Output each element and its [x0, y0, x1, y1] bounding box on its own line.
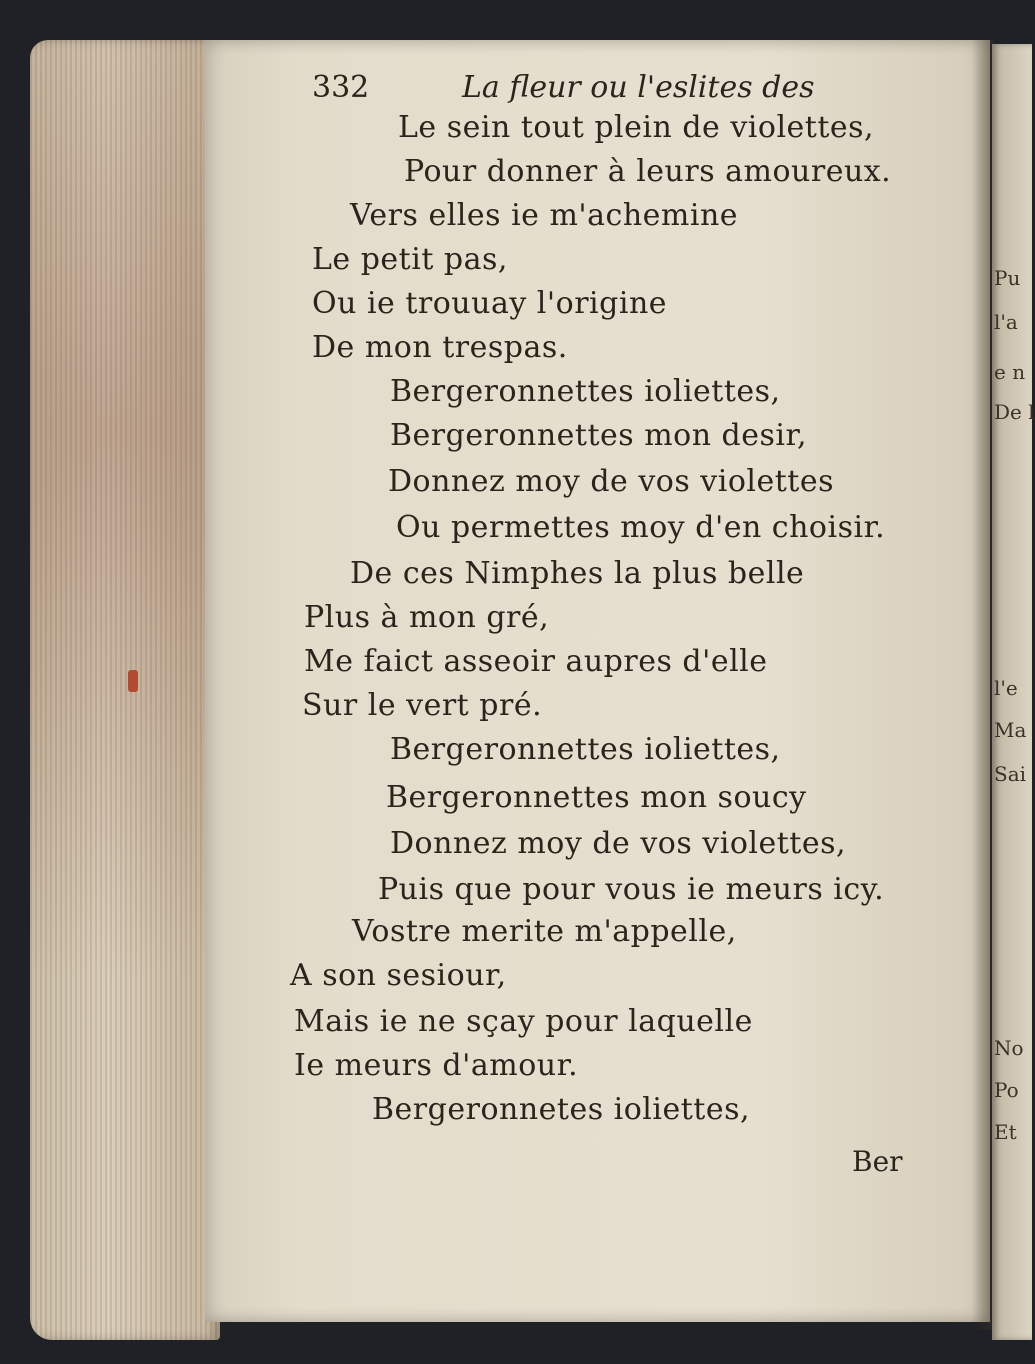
catchword: Ber: [852, 1145, 903, 1178]
verse-line: Pour donner à leurs amoureux.: [404, 154, 892, 189]
next-page-fragment: Sai: [994, 762, 1027, 786]
verse-line: Sur le vert pré.: [302, 688, 543, 723]
next-page-fragment: Ma: [994, 718, 1027, 742]
next-page-fragment: Po: [994, 1078, 1019, 1102]
verse-line: Vostre merite m'appelle,: [352, 914, 737, 949]
red-mark: [128, 670, 138, 692]
verse-line: Donnez moy de vos violettes,: [390, 826, 847, 861]
next-page-fragment: De l: [994, 400, 1035, 424]
verse-line: Puis que pour vous ie meurs icy.: [378, 872, 885, 907]
verse-line: Bergeronnettes mon desir,: [390, 418, 808, 453]
running-head: La fleur ou l'eslites des: [462, 70, 815, 105]
verse-line: A son sesiour,: [290, 958, 507, 993]
verse-line: Bergeronnettes ioliettes,: [390, 374, 781, 409]
next-page-fragment: e n: [994, 360, 1026, 384]
page-number: 332: [312, 70, 370, 105]
verse-line: Donnez moy de vos violettes: [388, 464, 834, 499]
verse-line: Plus à mon gré,: [304, 600, 550, 635]
next-page-fragment: No: [994, 1036, 1024, 1060]
verse-line: Ie meurs d'amour.: [294, 1048, 579, 1083]
verse-line: Le sein tout plein de violettes,: [398, 110, 875, 145]
book-fore-edge: [30, 40, 220, 1340]
verse-line: Ou permettes moy d'en choisir.: [396, 510, 886, 545]
verse-line: Bergeronnettes mon soucy: [386, 780, 807, 815]
verse-line: De ces Nimphes la plus belle: [350, 556, 805, 591]
page-gutter: [972, 40, 994, 1330]
next-page-fragment: l'e: [994, 676, 1018, 700]
next-page-fragment: l'a: [994, 310, 1018, 334]
verse-line: De mon trespas.: [312, 330, 568, 365]
next-page-fragment: Pu: [994, 266, 1021, 290]
verse-line: Le petit pas,: [312, 242, 508, 277]
verse-line: Bergeronnettes ioliettes,: [390, 732, 781, 767]
page-header: [312, 70, 872, 110]
next-page-fragment: Et: [994, 1120, 1017, 1144]
verse-line: Mais ie ne sçay pour laquelle: [294, 1004, 753, 1039]
verse-line: Vers elles ie m'achemine: [350, 198, 739, 233]
verse-line: Me faict asseoir aupres d'elle: [304, 644, 768, 679]
verse-line: Ou ie trouuay l'origine: [312, 286, 668, 321]
verse-line: Bergeronnetes ioliettes,: [372, 1092, 751, 1127]
